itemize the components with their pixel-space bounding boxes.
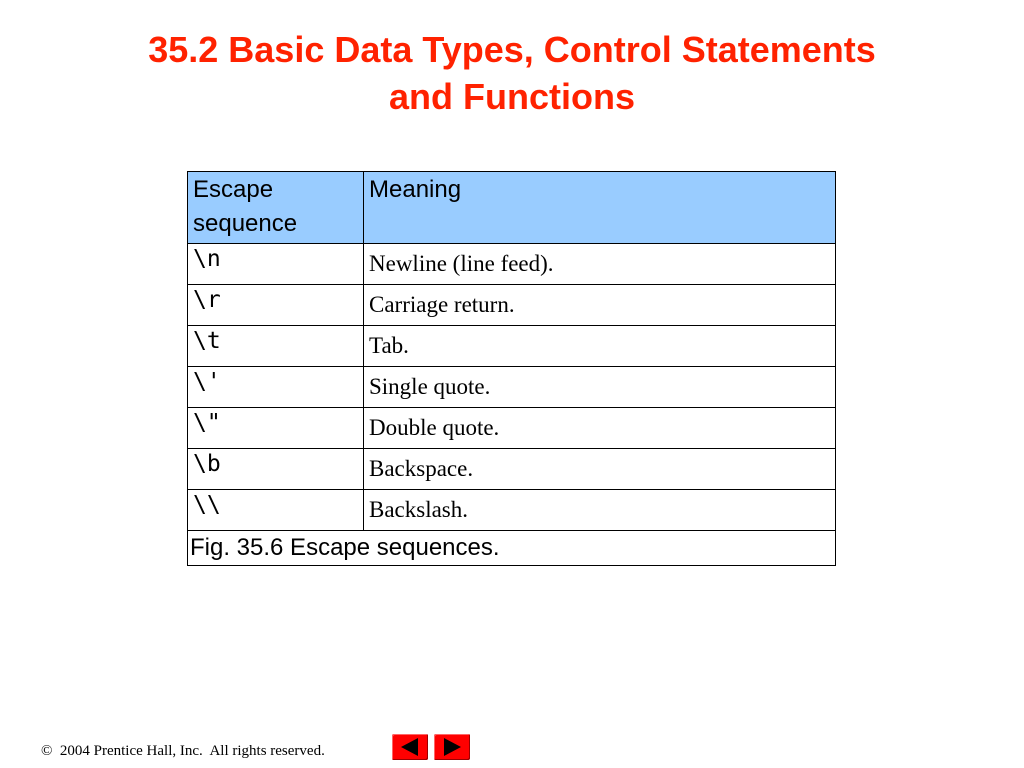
escape-sequence-cell: \n [188,244,364,285]
table-row [188,408,836,449]
escape-sequence-cell: \" [188,408,364,449]
meaning-cell: Single quote. [364,367,836,408]
table-row [188,326,836,367]
header-escape-sequence: Escape sequence [188,172,364,244]
header-meaning: Meaning [364,172,836,244]
meaning-cell: Carriage return. [364,285,836,326]
meaning-cell: Tab. [364,326,836,367]
escape-sequence-cell: \\ [188,490,364,531]
escape-sequence-cell: \' [188,367,364,408]
escape-sequence-cell: \b [188,449,364,490]
copyright-footer: © 2004 Prentice Hall, Inc. All rights reserved. [41,743,325,759]
slide-title-line-2: and Functions [389,76,635,117]
next-slide-button[interactable] [434,734,470,760]
left-arrow-icon [392,734,428,760]
right-arrow-icon [434,734,470,760]
table-row [188,367,836,408]
previous-slide-button[interactable] [392,734,428,760]
meaning-cell: Backspace. [364,449,836,490]
figure-caption: Fig. 35.6 Escape sequences. [188,531,836,566]
table-header-row [188,172,836,244]
table-row [188,449,836,490]
escape-sequence-cell: \t [188,326,364,367]
meaning-cell: Newline (line feed). [364,244,836,285]
slide-title [0,26,1024,120]
table-caption-row [188,531,836,566]
meaning-cell: Backslash. [364,490,836,531]
escape-sequences-table [187,171,836,566]
meaning-cell: Double quote. [364,408,836,449]
table-row [188,285,836,326]
table-row [188,244,836,285]
slide-title-line-1: 35.2 Basic Data Types, Control Statements [148,29,876,70]
table-row [188,490,836,531]
escape-sequence-cell: \r [188,285,364,326]
